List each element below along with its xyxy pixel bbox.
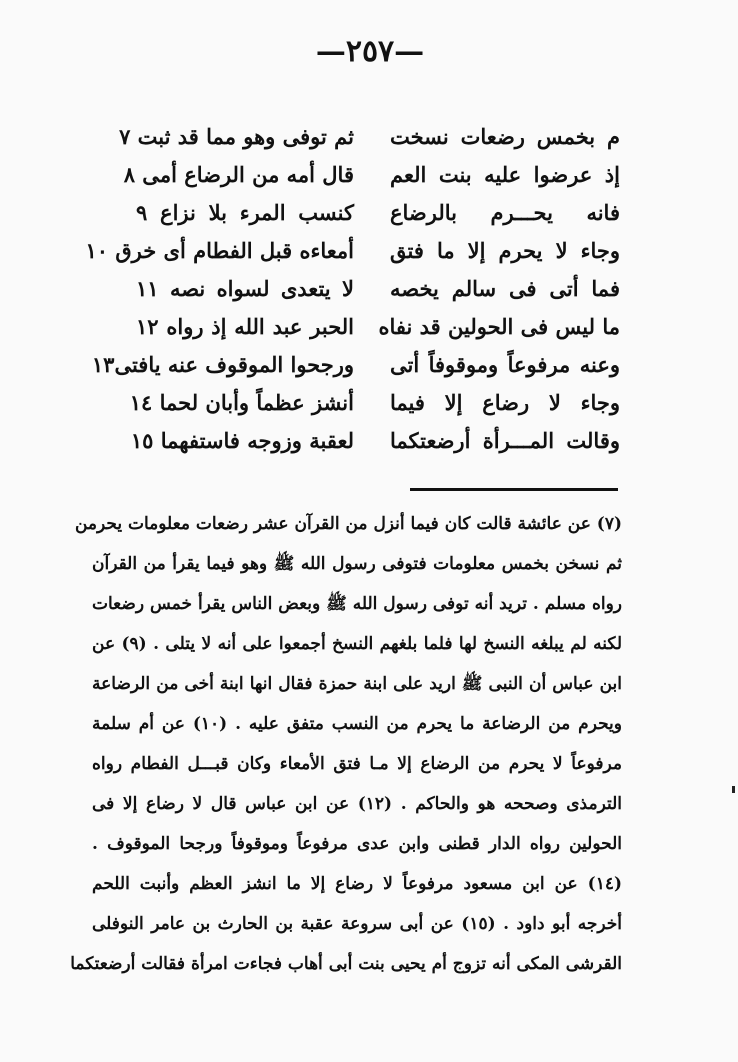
verse-row bbox=[120, 118, 620, 156]
verse-first-hemistich: فما أتى فى سالم يخصه bbox=[390, 276, 620, 301]
verse-first-hemistich: وعنه مرفوعاً وموقوفاً أتى bbox=[390, 352, 620, 377]
verse-row bbox=[91, 346, 620, 384]
footnote-divider bbox=[410, 488, 618, 491]
verse-second-hemistich: أمعاءه قبل الفطام أى خرق ١٠ bbox=[85, 238, 354, 263]
footnote-line: رواه مسلم . تريد أنه توفى رسول الله ﷺ وبعض الناس يقرأ خمس رضعات bbox=[92, 594, 622, 614]
verse-row bbox=[120, 156, 620, 194]
page-number: —٢٥٧— bbox=[315, 34, 425, 69]
footnote-line: لكنه لم يبلغه النسخ لها فلما بلغهم النسخ أجمعوا على أنه لا يتلى . (٩) عن bbox=[92, 634, 622, 654]
verse-row bbox=[120, 422, 620, 460]
verse-first-hemistich: وجاء لا يحرم إلا ما فتق bbox=[390, 238, 620, 263]
verse-second-hemistich: ثم توفى وهو مما قد ثبت ٧ bbox=[119, 124, 354, 149]
verse-row bbox=[120, 194, 620, 232]
footnote-line: الترمذى وصححه هو والحاكم . (١٢) عن ابن عباس قال لا رضاع إلا فى bbox=[92, 794, 622, 814]
verse-row bbox=[85, 232, 620, 270]
footnote-line: القرشى المكى أنه تزوج أم يحيى بنت أبى أهاب فجاءت امرأة فقالت أرضعتكما bbox=[70, 954, 622, 974]
verse-first-hemistich: إذ عرضوا عليه بنت العم bbox=[390, 162, 620, 187]
footnote-line: ويحرم من الرضاعة ما يحرم من النسب متفق عليه . (١٠) عن أم سلمة bbox=[92, 714, 622, 734]
verse-second-hemistich: كنسب المرء بلا نزاع ٩ bbox=[136, 200, 354, 225]
verse-second-hemistich: ورجحوا الموقوف عنه يافتى١٣ bbox=[91, 352, 354, 377]
verse-second-hemistich: أنشز عظماً وأبان لحما ١٤ bbox=[129, 390, 354, 415]
verse-first-hemistich: وجاء لا رضاع إلا فيما bbox=[390, 390, 620, 415]
footnote-line: (٧) عن عائشة قالت كان فيما أنزل من القرآن عشر رضعات معلومات يحرمن bbox=[74, 514, 622, 534]
verse-first-hemistich: ما ليس فى الحولين قد نفاه bbox=[378, 314, 620, 339]
footnote-line: ابن عباس أن النبى ﷺ اريد على ابنة حمزة فقال انها ابنة أخى من الرضاعة bbox=[92, 674, 622, 694]
verse-second-hemistich: لا يتعدى لسواه نصه ١١ bbox=[136, 276, 354, 301]
footnote-line: أخرجه أبو داود . (١٥) عن أبى سروعة عقبة بن الحارث بن عامر النوفلى bbox=[92, 914, 622, 934]
verse-block bbox=[85, 118, 620, 468]
verse-second-hemistich: قال أمه من الرضاع أمى ٨ bbox=[123, 162, 354, 187]
footnote-line: مرفوعاً لا يحرم من الرضاع إلا مـا فتق الأمعاء وكان قبـــل الفطام رواه bbox=[92, 754, 622, 774]
verse-second-hemistich: لعقبة وزوجه فاستفهما ١٥ bbox=[130, 428, 354, 453]
scan-mark bbox=[732, 786, 735, 793]
footnote-line: ثم نسخن بخمس معلومات فتوفى رسول الله ﷺ وهو فيما يقرأ من القرآن bbox=[92, 554, 622, 574]
verse-first-hemistich: فانه يحـــرم بالرضاع bbox=[390, 200, 620, 225]
verse-row bbox=[120, 384, 620, 422]
verse-first-hemistich: وقالت المـــرأة أرضعتكما bbox=[390, 428, 620, 453]
footnote-line: (١٤) عن ابن مسعود مرفوعاً لا رضاع إلا ما انشز العظم وأنبت اللحم bbox=[92, 874, 622, 894]
verse-row bbox=[120, 308, 620, 346]
verse-row bbox=[120, 270, 620, 308]
footnote-line: الحولين رواه الدار قطنى وابن عدى مرفوعاً وموقوفاً ورجحا الموقوف . bbox=[92, 834, 622, 854]
verse-second-hemistich: الحبر عبد الله إذ رواه ١٢ bbox=[136, 314, 354, 339]
verse-first-hemistich: م بخمس رضعات نسخت bbox=[390, 124, 620, 149]
